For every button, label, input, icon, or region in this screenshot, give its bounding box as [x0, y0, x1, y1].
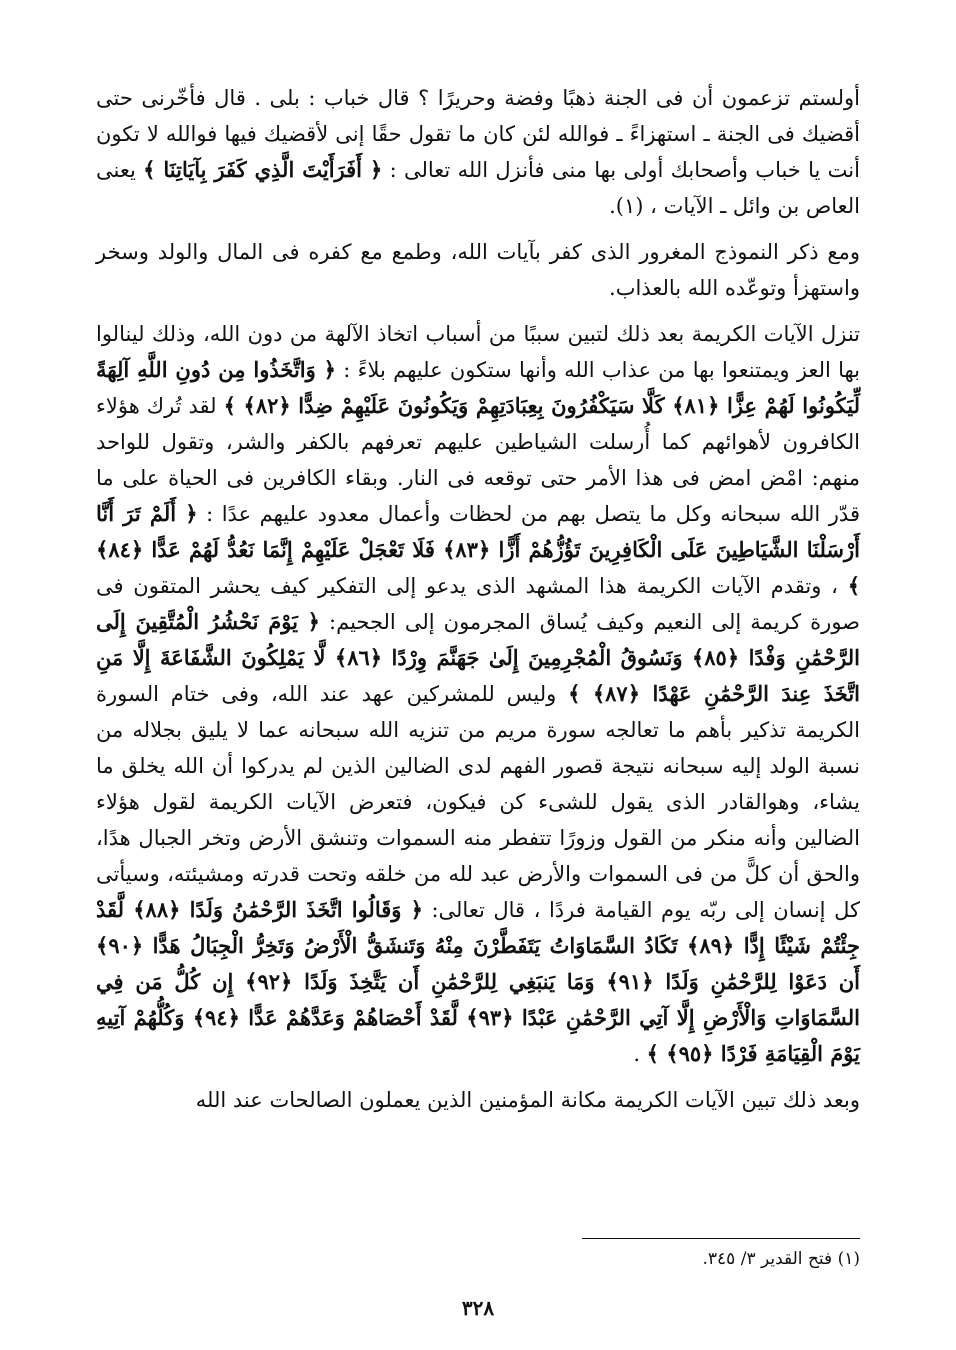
prose-text: أولستم تزعمون أن فى الجنة ذهبًا وفضة وحريرًا ؟ قال خباب : بلى . قال فأخّرنى حتى أقضيك فى الجنة ـ استهزاءً ـ فوالله لئن كان ما تقول حقًا إنى لأقضيك فيها فوالله لا تكون أنت يا خباب وأصحابك أولى بها منى فأنزل الله تعالى : [96, 86, 860, 182]
paragraph-khabbab [96, 80, 860, 224]
footnote-divider [582, 1238, 860, 1239]
page-number: ٣٢٨ [461, 1296, 495, 1320]
prose-text: وبعد ذلك تبين الآيات الكريمة مكانة المؤمنين الذين يعملون الصالحات عند الله [195, 1088, 860, 1112]
prose-text: يعنى العاص بن وائل ـ الآيات ، (١). [96, 158, 860, 218]
quran-verse: ﴿ وَاتَّخَذُوا مِن دُونِ اللَّهِ آلِهَةً لِّيَكُونُوا لَهُمْ عِزًّا ﴿٨١﴾ كَلَّا سَيَكْفُرُونَ بِعِبَادَتِهِمْ وَيَكُونُونَ عَلَيْهِمْ ضِدًّا ﴿٨٢﴾ ﴾ [96, 357, 861, 418]
prose-text: ، وتقدم الآيات الكريمة هذا المشهد الذى يدعو إلى التفكير كيف يحشر المتقون فى صورة كريمة إلى النعيم وكيف يُساق المجرمون إلى الجحيم: [96, 574, 861, 634]
paragraph-believers [96, 1082, 860, 1118]
quran-verse: ﴿ أَلَمْ تَرَ أَنَّا أَرْسَلْنَا الشَّيَاطِينَ عَلَى الْكَافِرِينَ تَؤُزُّهُمْ أَزًّا ﴿٨٣﴾ فَلَا تَعْجَلْ عَلَيْهِمْ إِنَّمَا نَعُدُّ لَهُمْ عَدًّا ﴿٨٤﴾ ﴾ [96, 501, 860, 598]
paragraph-arrogant-model [96, 234, 860, 306]
prose-text: ومع ذكر النموذج المغرور الذى كفر بآيات الله، وطمع مع كفره فى المال والولد وسخر واستهزأ وتوعّده الله بالعذاب. [96, 240, 860, 300]
prose-text: تنزل الآيات الكريمة بعد ذلك لتبين سببًا من أسباب اتخاذ الآلهة من دون الله، وذلك لينالوا بها العز ويمتنعوا بها من عذاب الله وأنها ستكون عليهم بلاءً : [96, 322, 860, 382]
prose-text: . [633, 1042, 647, 1066]
footnote: (١) فتح القدير ٣/ ٣٤٥. [702, 1249, 860, 1269]
body-text [96, 80, 860, 1118]
quran-verse: ﴿ أَفَرَأَيْتَ الَّذِي كَفَرَ بِآيَاتِنَا ﴾ [143, 157, 383, 182]
quran-verse: ﴿ يَوْمَ نَحْشُرُ الْمُتَّقِينَ إِلَى الرَّحْمَٰنِ وَفْدًا ﴿٨٥﴾ وَنَسُوقُ الْمُجْرِمِينَ إِلَىٰ جَهَنَّمَ وِرْدًا ﴿٨٦﴾ لَّا يَمْلِكُونَ الشَّفَاعَةَ إِلَّا مَنِ اتَّخَذَ عِندَ الرَّحْمَٰنِ عَهْدًا ﴿٨٧﴾ ﴾ [96, 609, 861, 706]
prose-text: وليس للمشركين عهد عند الله، وفى ختام السورة الكريمة تذكير بأهم ما تعالجه سورة مريم من تنزيه الله سبحانه عما لا يليق بجلاله من نسبة الولد إليه سبحانه نتيجة قصور الفهم لدى الضالين الذين لم يدركوا أن الله يخلق ما يشاء، وهوالقادر الذى يقول للشىء كن فيكون، فتعرض الآيات الكريمة لقول هؤلاء الضالين وأنه منكر من القول وزورًا تتفطر منه السموات وتنشق الأرض وتخر الجبال هدًا، والحق أن كلًّ من فى السموات والأرض عبد لله من خلقه وتحت قدرته ومشيئته، وسيأتى كل إنسان إلى ربّه يوم القيامة فردًا ، قال تعالى: [96, 682, 860, 922]
quran-verse: ﴿ وَقَالُوا اتَّخَذَ الرَّحْمَٰنُ وَلَدًا ﴿٨٨﴾ لَّقَدْ جِئْتُمْ شَيْئًا إِدًّا ﴿٨٩﴾ تَكَادُ السَّمَاوَاتُ يَتَفَطَّرْنَ مِنْهُ وَتَنشَقُّ الْأَرْضُ وَتَخِرُّ الْجِبَالُ هَدًّا ﴿٩٠﴾ أَن دَعَوْا لِلرَّحْمَٰنِ وَلَدًا ﴿٩١﴾ وَمَا يَنبَغِي لِلرَّحْمَٰنِ أَن يَتَّخِذَ وَلَدًا ﴿٩٢﴾ إِن كُلُّ مَن فِي السَّمَاوَاتِ وَالْأَرْضِ إِلَّا آتِي الرَّحْمَٰنِ عَبْدًا ﴿٩٣﴾ لَّقَدْ أَحْصَاهُمْ وَعَدَّهُمْ عَدًّا ﴿٩٤﴾ وَكُلُّهُمْ آتِيهِ يَوْمَ الْقِيَامَةِ فَرْدًا ﴿٩٥﴾ ﴾ [96, 897, 861, 1066]
paragraph-verses-commentary [96, 316, 860, 1072]
prose-text: لقد تُرك هؤلاء الكافرون لأهوائهم كما أُرسلت الشياطين عليهم تعرفهم بالكفر والشر، وتقول للواحد منهم: امْض امض فى هذا الأمر حتى توقعه فى النار. وبقاء الكافرين فى الحياة على ما قدّر الله سبحانه وكل ما يتصل بهم من لحظات وأعمال معدود عليهم عدًا : [96, 394, 860, 526]
